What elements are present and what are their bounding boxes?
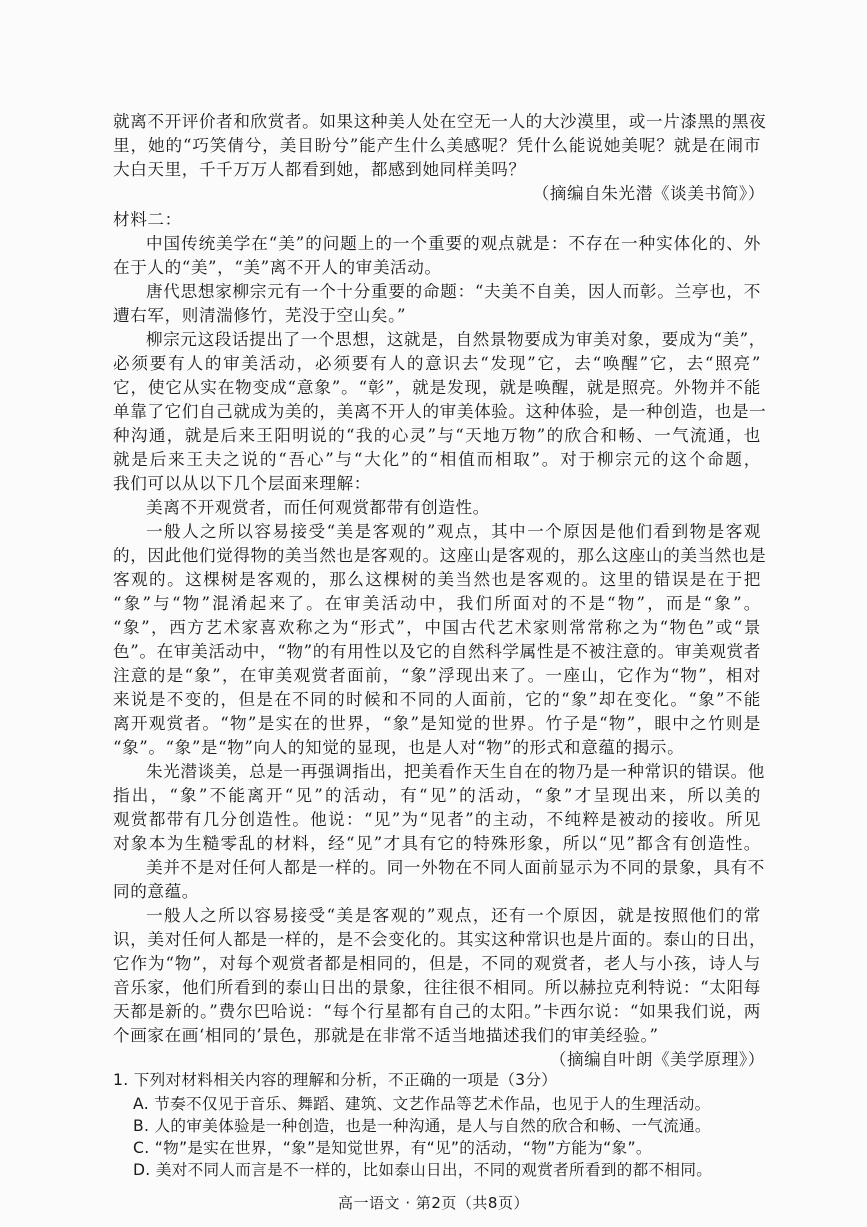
passage-line: 朱光潜谈美，总是一再强调指出，把美看作天生自在的物乃是一种常识的错误。他 <box>146 762 765 781</box>
passage-line: 注意的是“象”，在审美观赏者面前，“象”浮现出来了。一座山，它作为“物”，相对 <box>113 666 761 685</box>
passage-line: 大白天里，千千万万人都看到她，都感到她同样美吗？ <box>113 160 526 179</box>
passage-line: “象”。“象”是“物”向人的知觉的显现，也是人对“物”的形式和意蕴的揭示。 <box>113 738 685 757</box>
passage-line: 遭右军，则清湍修竹，芜没于空山矣。” <box>113 306 407 325</box>
passage-line: 对象本为生糙零乱的材料，经“见”才具有它的特殊形象，所以“见”都含有创造性。 <box>113 834 761 853</box>
passage-line: 种沟通，就是后来王阳明说的“我的心灵”与“天地万物”的欣合和畅、一气流通，也 <box>113 426 761 445</box>
passage-line: 观赏都带有几分创造性。他说：“见”为“见者”的主动，不纯粹是被动的接收。所见 <box>113 810 761 829</box>
passage-line: 天都是新的。”费尔巴哈说：“每个行星都有自己的太阳。”卡西尔说：“如果我们说，两 <box>113 1002 761 1021</box>
passage-line: 识，美对任何人都是一样的，是不会变化的。其实这种常识也是片面的。泰山的日出， <box>113 930 767 949</box>
passage-line: 美离不开观赏者，而任何观赏都带有创造性。 <box>146 498 490 517</box>
passage-line: 它作为“物”，对每个观赏者都是相同的，但是，不同的观赏者，老人与小孩，诗人与 <box>113 954 761 973</box>
passage-line: 一般人之所以容易接受“美是客观的”观点，其中一个原因是他们看到物是客观 <box>146 522 761 541</box>
passage-line: 唐代思想家柳宗元有一个十分重要的命题：“夫美不自美，因人而彰。兰亭也，不 <box>146 282 761 301</box>
option-a[interactable]: A. 节奏不仅见于音乐、舞蹈、建筑、文艺作品等艺术作品，也见于人的生理活动。 <box>133 1095 711 1113</box>
page-footer: 高一语文 · 第2页（共8页） <box>338 1194 529 1212</box>
option-d[interactable]: D. 美对不同人而言是不一样的，比如泰山日出，不同的观赏者所看到的都不相同。 <box>133 1161 713 1179</box>
passage-line: 来说是不变的，但是在不同的时候和不同的人面前，它的“象”却在变化。“象”不能 <box>113 690 761 709</box>
option-b[interactable]: B. 人的审美体验是一种创造，也是一种沟通，是人与自然的欣合和畅、一气流通。 <box>133 1117 711 1135</box>
passage-line: 中国传统美学在“美”的问题上的一个重要的观点就是：不存在一种实体化的、外 <box>146 234 761 253</box>
passage-line: 里，她的“巧笑倩兮，美目盼兮”能产生什么美感呢？凭什么能说她美呢？就是在闹市 <box>113 136 761 155</box>
passage-line: 同的意蕴。 <box>113 882 199 901</box>
passage-line: 柳宗元这段话提出了一个思想，这就是，自然景物要成为审美对象，要成为“美”， <box>146 330 766 349</box>
passage-line: “象”与“物”混淆起来了。在审美活动中，我们所面对的不是“物”，而是“象”。 <box>113 594 761 613</box>
passage-line: 音乐家，他们所看到的泰山日出的景象，往往很不相同。所以赫拉克利特说：“太阳每 <box>113 978 761 997</box>
passage-line: 客观的。这棵树是客观的，那么这棵树的美当然也是客观的。这里的错误是在于把 <box>113 570 761 589</box>
passage-line: 一般人之所以容易接受“美是客观的”观点，还有一个原因，就是按照他们的常 <box>146 906 761 925</box>
passage-line: “象”，西方艺术家喜欢称之为“形式”，中国古代艺术家则常常称之为“物色”或“景 <box>113 618 761 637</box>
source-citation: （摘编自叶朗《美学原理》） <box>549 1050 765 1069</box>
question-stem: 1. 下列对材料相关内容的理解和分析，不正确的一项是（3分） <box>113 1071 558 1089</box>
passage-line: 单靠了它们自己就成为美的，美离不开人的审美体验。这种体验，是一种创造，也是一 <box>113 402 767 421</box>
passage-line: 在于人的“美”，“美”离不开人的审美活动。 <box>113 258 442 277</box>
passage-line: 美并不是对任何人都是一样的。同一外物在不同人面前显示为不同的景象，具有不 <box>146 858 765 877</box>
passage-line: 就是后来王夫之说的“吾心”与“大化”的“相值而相取”。对于柳宗元的这个命题， <box>113 450 761 469</box>
passage-line: 它，使它从实在物变成“意象”。“彰”，就是发现，就是唤醒，就是照亮。外物并不能 <box>113 378 761 397</box>
passage-line: 离开观赏者。“物”是实在的世界，“象”是知觉的世界。竹子是“物”，眼中之竹则是 <box>113 714 761 733</box>
passage-line: 我们可以从以下几个层面来理解： <box>113 474 371 493</box>
passage-line: 指出，“象”不能离开“见”的活动，有“见”的活动，“象”才呈现出来，所以美的 <box>113 786 761 805</box>
section-heading: 材料二： <box>113 210 182 229</box>
passage-line: 必须要有人的审美活动，必须要有人的意识去“发现”它，去“唤醒”它，去“照亮” <box>113 354 761 373</box>
source-citation: （摘编自朱光潜《谈美书简》） <box>532 184 765 203</box>
passage-line: 个画家在画‘相同的’景色，那就是在非常不适当地描述我们的审美经验。” <box>113 1026 659 1045</box>
passage-line: 色”。在审美活动中，“物”的有用性以及它的自然科学属性是不被注意的。审美观赏者 <box>113 642 761 661</box>
passage-line: 的，因此他们觉得物的美当然也是客观的。这座山是客观的，那么这座山的美当然也是 <box>113 546 767 565</box>
option-c[interactable]: C. “物”是实在世界，“象”是知觉世界，有“见”的活动，“物”方能为“象”。 <box>133 1139 652 1157</box>
passage-line: 就离不开评价者和欣赏者。如果这种美人处在空无一人的大沙漠里，或一片漆黑的黑夜 <box>113 112 767 131</box>
